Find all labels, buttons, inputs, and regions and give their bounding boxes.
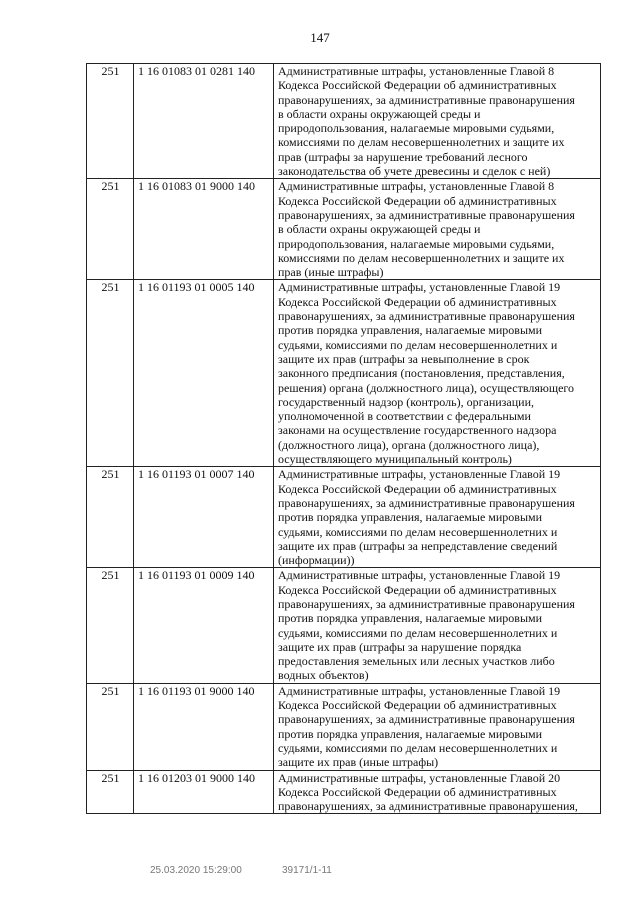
- administrator-code-cell: 251: [87, 683, 134, 770]
- description-line: Административные штрафы, установленные Главой 20: [278, 770, 561, 785]
- description-line: Административные штрафы, установленные Главой 19: [278, 568, 561, 583]
- description-line: Административные штрафы, установленные Главой 19: [278, 683, 561, 698]
- administrator-code-cell: 251: [87, 467, 134, 568]
- footer-document-id: 39171/1-11: [282, 865, 332, 876]
- table-row: [87, 568, 601, 683]
- description-line: Кодекса Российской Федерации об административных: [278, 698, 557, 713]
- income-description-cell: [274, 568, 601, 683]
- description-line: государственный надзор (контроль), организации,: [278, 394, 535, 409]
- description-line: защите их прав (штрафы за нарушение порядка: [278, 639, 522, 654]
- administrator-code-cell: 251: [87, 770, 134, 814]
- description-line: правонарушениях, за административные правонарушения,: [278, 799, 578, 814]
- description-line: комиссиями по делам несовершеннолетних и защите их: [278, 250, 565, 265]
- description-line: решения) органа (должностного лица), осуществляющего: [278, 380, 575, 395]
- description-line: Кодекса Российской Федерации об административных: [278, 193, 557, 208]
- description-line: судьями, комиссиями по делам несовершеннолетних и: [278, 337, 558, 352]
- income-description-cell: [274, 770, 601, 814]
- page-number: 147: [310, 30, 330, 45]
- description-line: законами на осуществление государственного надзора: [278, 423, 557, 438]
- budget-code-table: [86, 63, 601, 814]
- description-line: осуществляющего муниципальный контроль): [278, 452, 512, 467]
- description-line: Административные штрафы, установленные Главой 8: [278, 64, 555, 78]
- description-line: прав (штрафы за нарушение требований лесного: [278, 149, 528, 164]
- administrator-code-cell: 251: [87, 568, 134, 683]
- description-line: правонарушениях, за административные правонарушения: [278, 596, 575, 611]
- table-row: [87, 770, 601, 814]
- budget-classification-code-cell: 1 16 01203 01 9000 140: [134, 770, 274, 814]
- table-row: [87, 64, 601, 179]
- income-description-cell: [274, 280, 601, 467]
- description-line: Кодекса Российской Федерации об административных: [278, 582, 557, 597]
- description-line: Административные штрафы, установленные Главой 19: [278, 280, 561, 295]
- description-line: уполномоченной в соответствии с федеральными: [278, 409, 531, 424]
- budget-classification-code-cell: 1 16 01193 01 0005 140: [134, 280, 274, 467]
- description-line: против порядка управления, налагаемые мировыми: [278, 611, 543, 626]
- description-line: правонарушениях, за административные правонарушения: [278, 495, 575, 510]
- description-line: правонарушениях, за административные правонарушения: [278, 207, 575, 222]
- description-line: защите их прав (иные штрафы): [278, 755, 439, 770]
- income-description-cell: [274, 467, 601, 568]
- income-description-cell: [274, 64, 601, 179]
- description-line: в области охраны окружающей среды и: [278, 222, 481, 237]
- description-line: природопользования, налагаемые мировыми судьями,: [278, 236, 555, 251]
- table-row: [87, 280, 601, 467]
- description-line: в области охраны окружающей среды и: [278, 106, 481, 121]
- description-line: против порядка управления, налагаемые мировыми: [278, 726, 543, 741]
- description-line: природопользования, налагаемые мировыми судьями,: [278, 121, 555, 136]
- table-row: [87, 467, 601, 568]
- footer-timestamp: 25.03.2020 15:29:00: [150, 865, 242, 876]
- description-line: Кодекса Российской Федерации об административных: [278, 294, 557, 309]
- description-line: правонарушениях, за административные правонарушения: [278, 92, 575, 107]
- income-description-cell: [274, 179, 601, 280]
- budget-classification-code-cell: 1 16 01193 01 0007 140: [134, 467, 274, 568]
- description-line: законного предписания (постановления, представления,: [278, 366, 565, 381]
- table-body: [87, 64, 601, 814]
- description-line: водных объектов): [278, 668, 369, 683]
- description-line: судьями, комиссиями по делам несовершеннолетних и: [278, 524, 558, 539]
- description-line: Кодекса Российской Федерации об административных: [278, 784, 557, 799]
- description-line: предоставления земельных или лесных участков либо: [278, 654, 555, 669]
- description-line: против порядка управления, налагаемые мировыми: [278, 323, 543, 338]
- description-line: Кодекса Российской Федерации об административных: [278, 78, 557, 93]
- budget-classification-code-cell: 1 16 01083 01 9000 140: [134, 179, 274, 280]
- income-description-cell: [274, 683, 601, 770]
- table-row: [87, 179, 601, 280]
- description-line: правонарушениях, за административные правонарушения: [278, 309, 575, 324]
- description-line: прав (иные штрафы): [278, 265, 384, 280]
- description-line: (информации)): [278, 553, 355, 568]
- description-line: (должностного лица), органа (должностного лица),: [278, 437, 540, 452]
- table-row: [87, 683, 601, 770]
- administrator-code-cell: 251: [87, 64, 134, 179]
- budget-classification-code-cell: 1 16 01083 01 0281 140: [134, 64, 274, 179]
- description-line: правонарушениях, за административные правонарушения: [278, 712, 575, 727]
- description-line: комиссиями по делам несовершеннолетних и защите их: [278, 135, 565, 150]
- description-line: законодательства об учете древесины и сделок с ней): [278, 164, 551, 179]
- description-line: защите их прав (штрафы за невыполнение в срок: [278, 351, 530, 366]
- administrator-code-cell: 251: [87, 280, 134, 467]
- administrator-code-cell: 251: [87, 179, 134, 280]
- description-line: против порядка управления, налагаемые мировыми: [278, 510, 543, 525]
- budget-classification-code-cell: 1 16 01193 01 0009 140: [134, 568, 274, 683]
- description-line: судьями, комиссиями по делам несовершеннолетних и: [278, 740, 558, 755]
- description-line: судьями, комиссиями по делам несовершеннолетних и: [278, 625, 558, 640]
- budget-classification-code-cell: 1 16 01193 01 9000 140: [134, 683, 274, 770]
- description-line: Административные штрафы, установленные Главой 19: [278, 467, 561, 482]
- description-line: Кодекса Российской Федерации об административных: [278, 481, 557, 496]
- description-line: Административные штрафы, установленные Главой 8: [278, 179, 555, 194]
- description-line: защите их прав (штрафы за непредставление сведений: [278, 538, 558, 553]
